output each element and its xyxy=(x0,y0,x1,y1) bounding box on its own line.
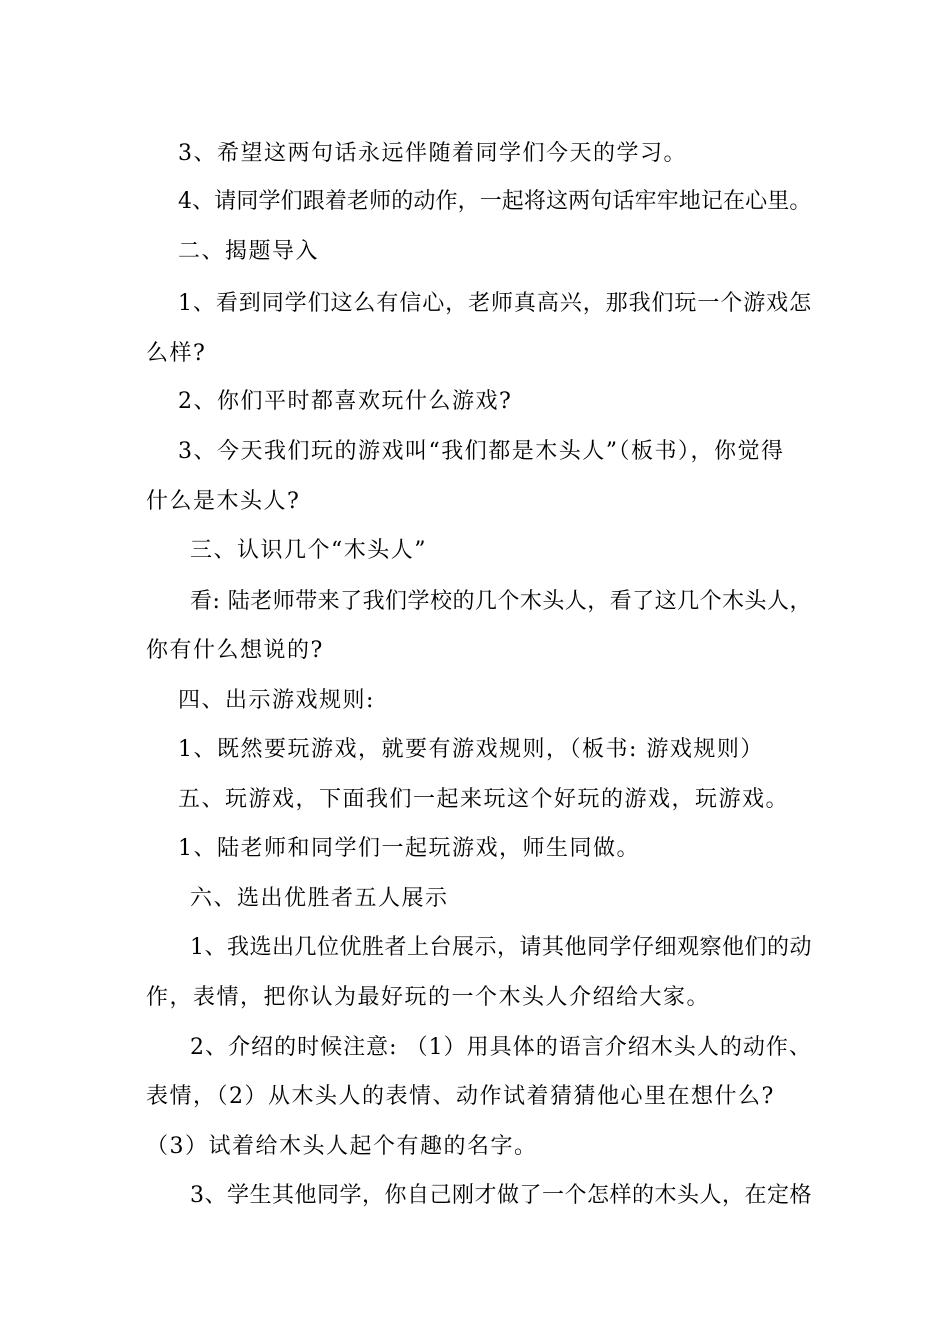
text-line: 么样? xyxy=(146,341,207,366)
section-heading: 五、玩游戏，下面我们一起来玩这个好玩的游戏，玩游戏。 xyxy=(178,787,790,812)
text-line: 表情，（2）从木头人的表情、动作试着猜猜他心里在想什么? xyxy=(146,1084,775,1109)
text-line: 什么是木头人? xyxy=(146,489,301,514)
text-line: 2、你们平时都喜欢玩什么游戏? xyxy=(178,389,513,414)
section-heading: 三、认识几个“木头人” xyxy=(190,538,427,563)
text-line: 3、学生其他同学，你自己刚才做了一个怎样的木头人，在定格 xyxy=(190,1183,812,1208)
text-line: 2、介绍的时候注意: （1）用具体的语言介绍木头人的动作、 xyxy=(190,1035,812,1060)
section-heading: 六、选出优胜者五人展示 xyxy=(190,886,449,911)
text-line: 1、既然要玩游戏，就要有游戏规则，（板书: 游戏规则） xyxy=(178,737,764,762)
text-line: 3、希望这两句话永远伴随着同学们今天的学习。 xyxy=(178,141,687,166)
text-line: 1、看到同学们这么有信心，老师真高兴，那我们玩一个游戏怎 xyxy=(178,291,812,316)
text-line: 看: 陆老师带来了我们学校的几个木头人，看了这几个木头人， xyxy=(190,589,812,614)
text-line: 你有什么想说的? xyxy=(146,638,324,663)
text-line: 作，表情，把你认为最好玩的一个木头人介绍给大家。 xyxy=(146,985,711,1010)
text-line: 1、陆老师和同学们一起玩游戏，师生同做。 xyxy=(178,836,640,861)
text-line: 1、我选出几位优胜者上台展示，请其他同学仔细观察他们的动 xyxy=(190,935,812,960)
text-line: 4、请同学们跟着老师的动作，一起将这两句话牢牢地记在心里。 xyxy=(178,189,812,214)
section-heading: 二、揭题导入 xyxy=(178,239,320,264)
text-line: （3）试着给木头人起个有趣的名字。 xyxy=(146,1134,538,1159)
section-heading: 四、出示游戏规则: xyxy=(178,688,375,713)
text-line: 3、今天我们玩的游戏叫“我们都是木头人”（板书），你觉得 xyxy=(178,439,785,464)
